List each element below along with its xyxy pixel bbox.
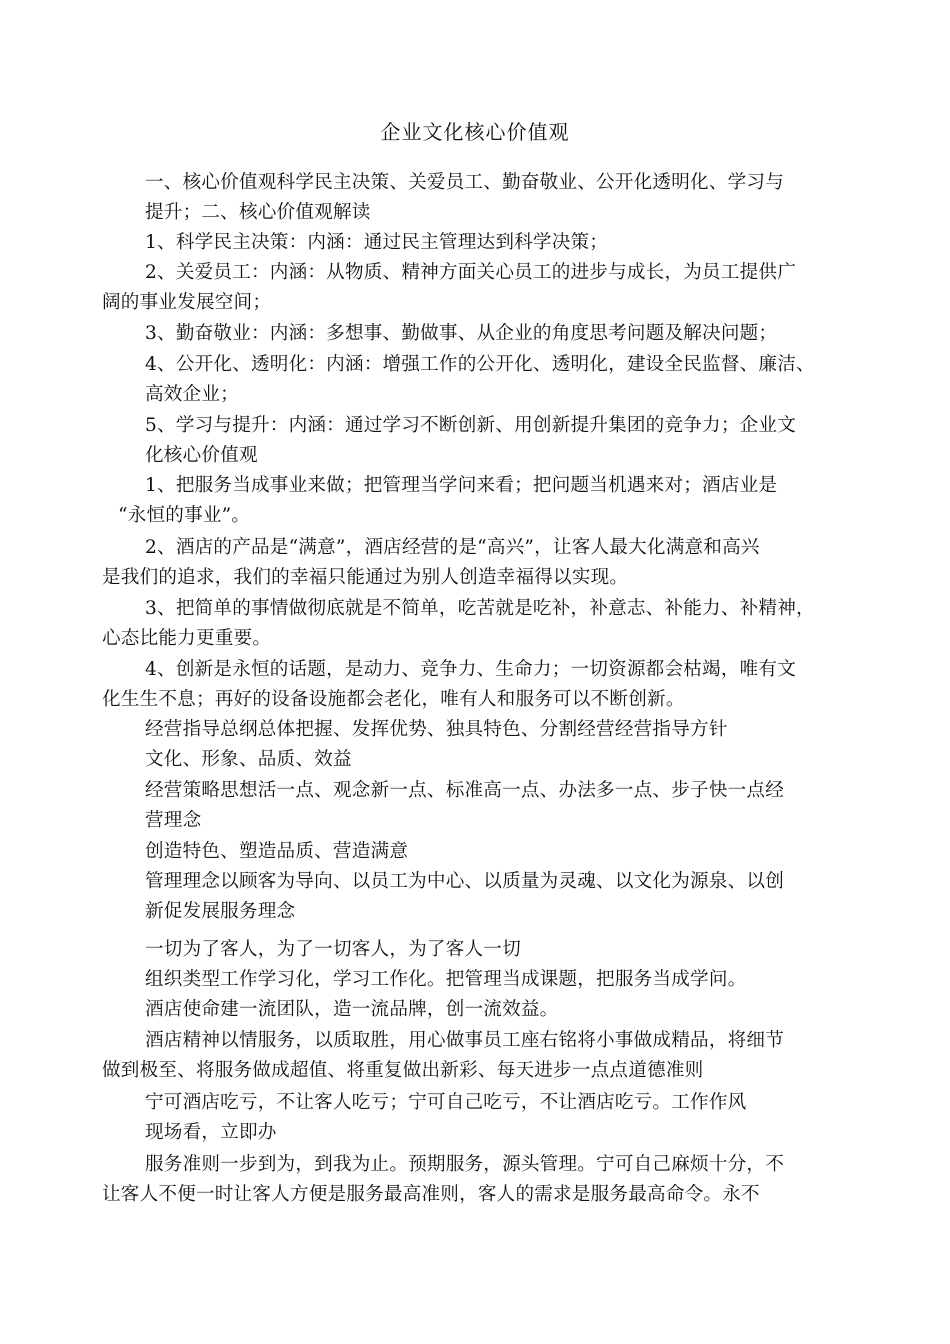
- text-line: 3、勤奋敬业：内涵：多想事、勤做事、从企业的角度思考问题及解决问题；: [145, 323, 778, 344]
- text-line: 组织类型工作学习化，学习工作化。把管理当成课题，把服务当成学问。: [145, 969, 747, 990]
- document-title: 企业文化核心价值观: [380, 120, 570, 144]
- text-line: 4、创新是永恒的话题，是动力、竞争力、生命力；一切资源都会枯竭，唯有文: [145, 659, 797, 680]
- text-line: 创造特色、塑造品质、营造满意: [145, 841, 409, 862]
- text-line: 让客人不便一时让客人方便是服务最高准则，客人的需求是服务最高命令。永不: [102, 1184, 760, 1205]
- text-line: 经营指导总纲总体把握、发挥优势、独具特色、分割经营经营指导方针: [145, 719, 728, 740]
- text-line: 1、把服务当成事业来做；把管理当学问来看；把问题当机遇来对；酒店业是: [145, 475, 778, 496]
- text-line: 服务准则一步到为，到我为止。预期服务，源头管理。宁可自己麻烦十分，不: [145, 1154, 784, 1175]
- text-line: 现场看，立即办: [145, 1122, 277, 1143]
- text-line: 2、酒店的产品是“满意”，酒店经营的是“高兴”，让客人最大化满意和高兴: [145, 537, 760, 558]
- text-line: 高效企业；: [145, 384, 239, 405]
- text-line: 一、核心价值观科学民主决策、关爱员工、勤奋敬业、公开化透明化、学习与: [145, 172, 784, 193]
- text-line: 宁可酒店吃亏，不让客人吃亏；宁可自己吃亏，不让酒店吃亏。工作作风: [145, 1092, 747, 1113]
- text-line: 一切为了客人，为了一切客人，为了客人一切: [145, 939, 521, 960]
- text-line: 化生生不息；再好的设备设施都会老化，唯有人和服务可以不断创新。: [102, 689, 685, 710]
- text-line: 文化、形象、品质、效益: [145, 749, 352, 770]
- text-line: 管理理念以顾客为导向、以员工为中心、以质量为灵魂、以文化为源泉、以创: [145, 871, 784, 892]
- text-line: 4、公开化、透明化：内涵：增强工作的公开化、透明化，建设全民监督、廉洁、: [145, 354, 815, 375]
- text-line: 1、科学民主决策：内涵：通过民主管理达到科学决策；: [145, 232, 609, 253]
- text-line: 酒店精神以情服务，以质取胜，用心做事员工座右铭将小事做成精品，将细节: [145, 1030, 784, 1051]
- text-line: 酒店使命建一流团队，造一流品牌，创一流效益。: [145, 999, 559, 1020]
- text-line: 心态比能力更重要。: [102, 628, 272, 649]
- text-line: 做到极至、将服务做成超值、将重复做出新彩、每天进步一点点道德准则: [102, 1060, 704, 1081]
- text-line: 新促发展服务理念: [145, 901, 296, 922]
- text-line: 是我们的追求，我们的幸福只能通过为别人创造幸福得以实现。: [102, 567, 629, 588]
- text-line: 营理念: [145, 810, 202, 831]
- text-line: 3、把简单的事情做彻底就是不简单，吃苦就是吃补，补意志、补能力、补精神，: [145, 598, 815, 619]
- text-line: 2、关爱员工：内涵：从物质、精神方面关心员工的进步与成长，为员工提供广: [145, 262, 797, 283]
- text-line: 化核心价值观: [145, 445, 258, 466]
- text-line: 5、学习与提升：内涵：通过学习不断创新、用创新提升集团的竞争力；企业文: [145, 415, 797, 436]
- text-line: “永恒的事业”。: [118, 505, 251, 526]
- text-line: 阔的事业发展空间；: [102, 292, 272, 313]
- text-line: 经营策略思想活一点、观念新一点、标准高一点、办法多一点、步子快一点经: [145, 780, 784, 801]
- text-line: 提升；二、核心价值观解读: [145, 202, 371, 223]
